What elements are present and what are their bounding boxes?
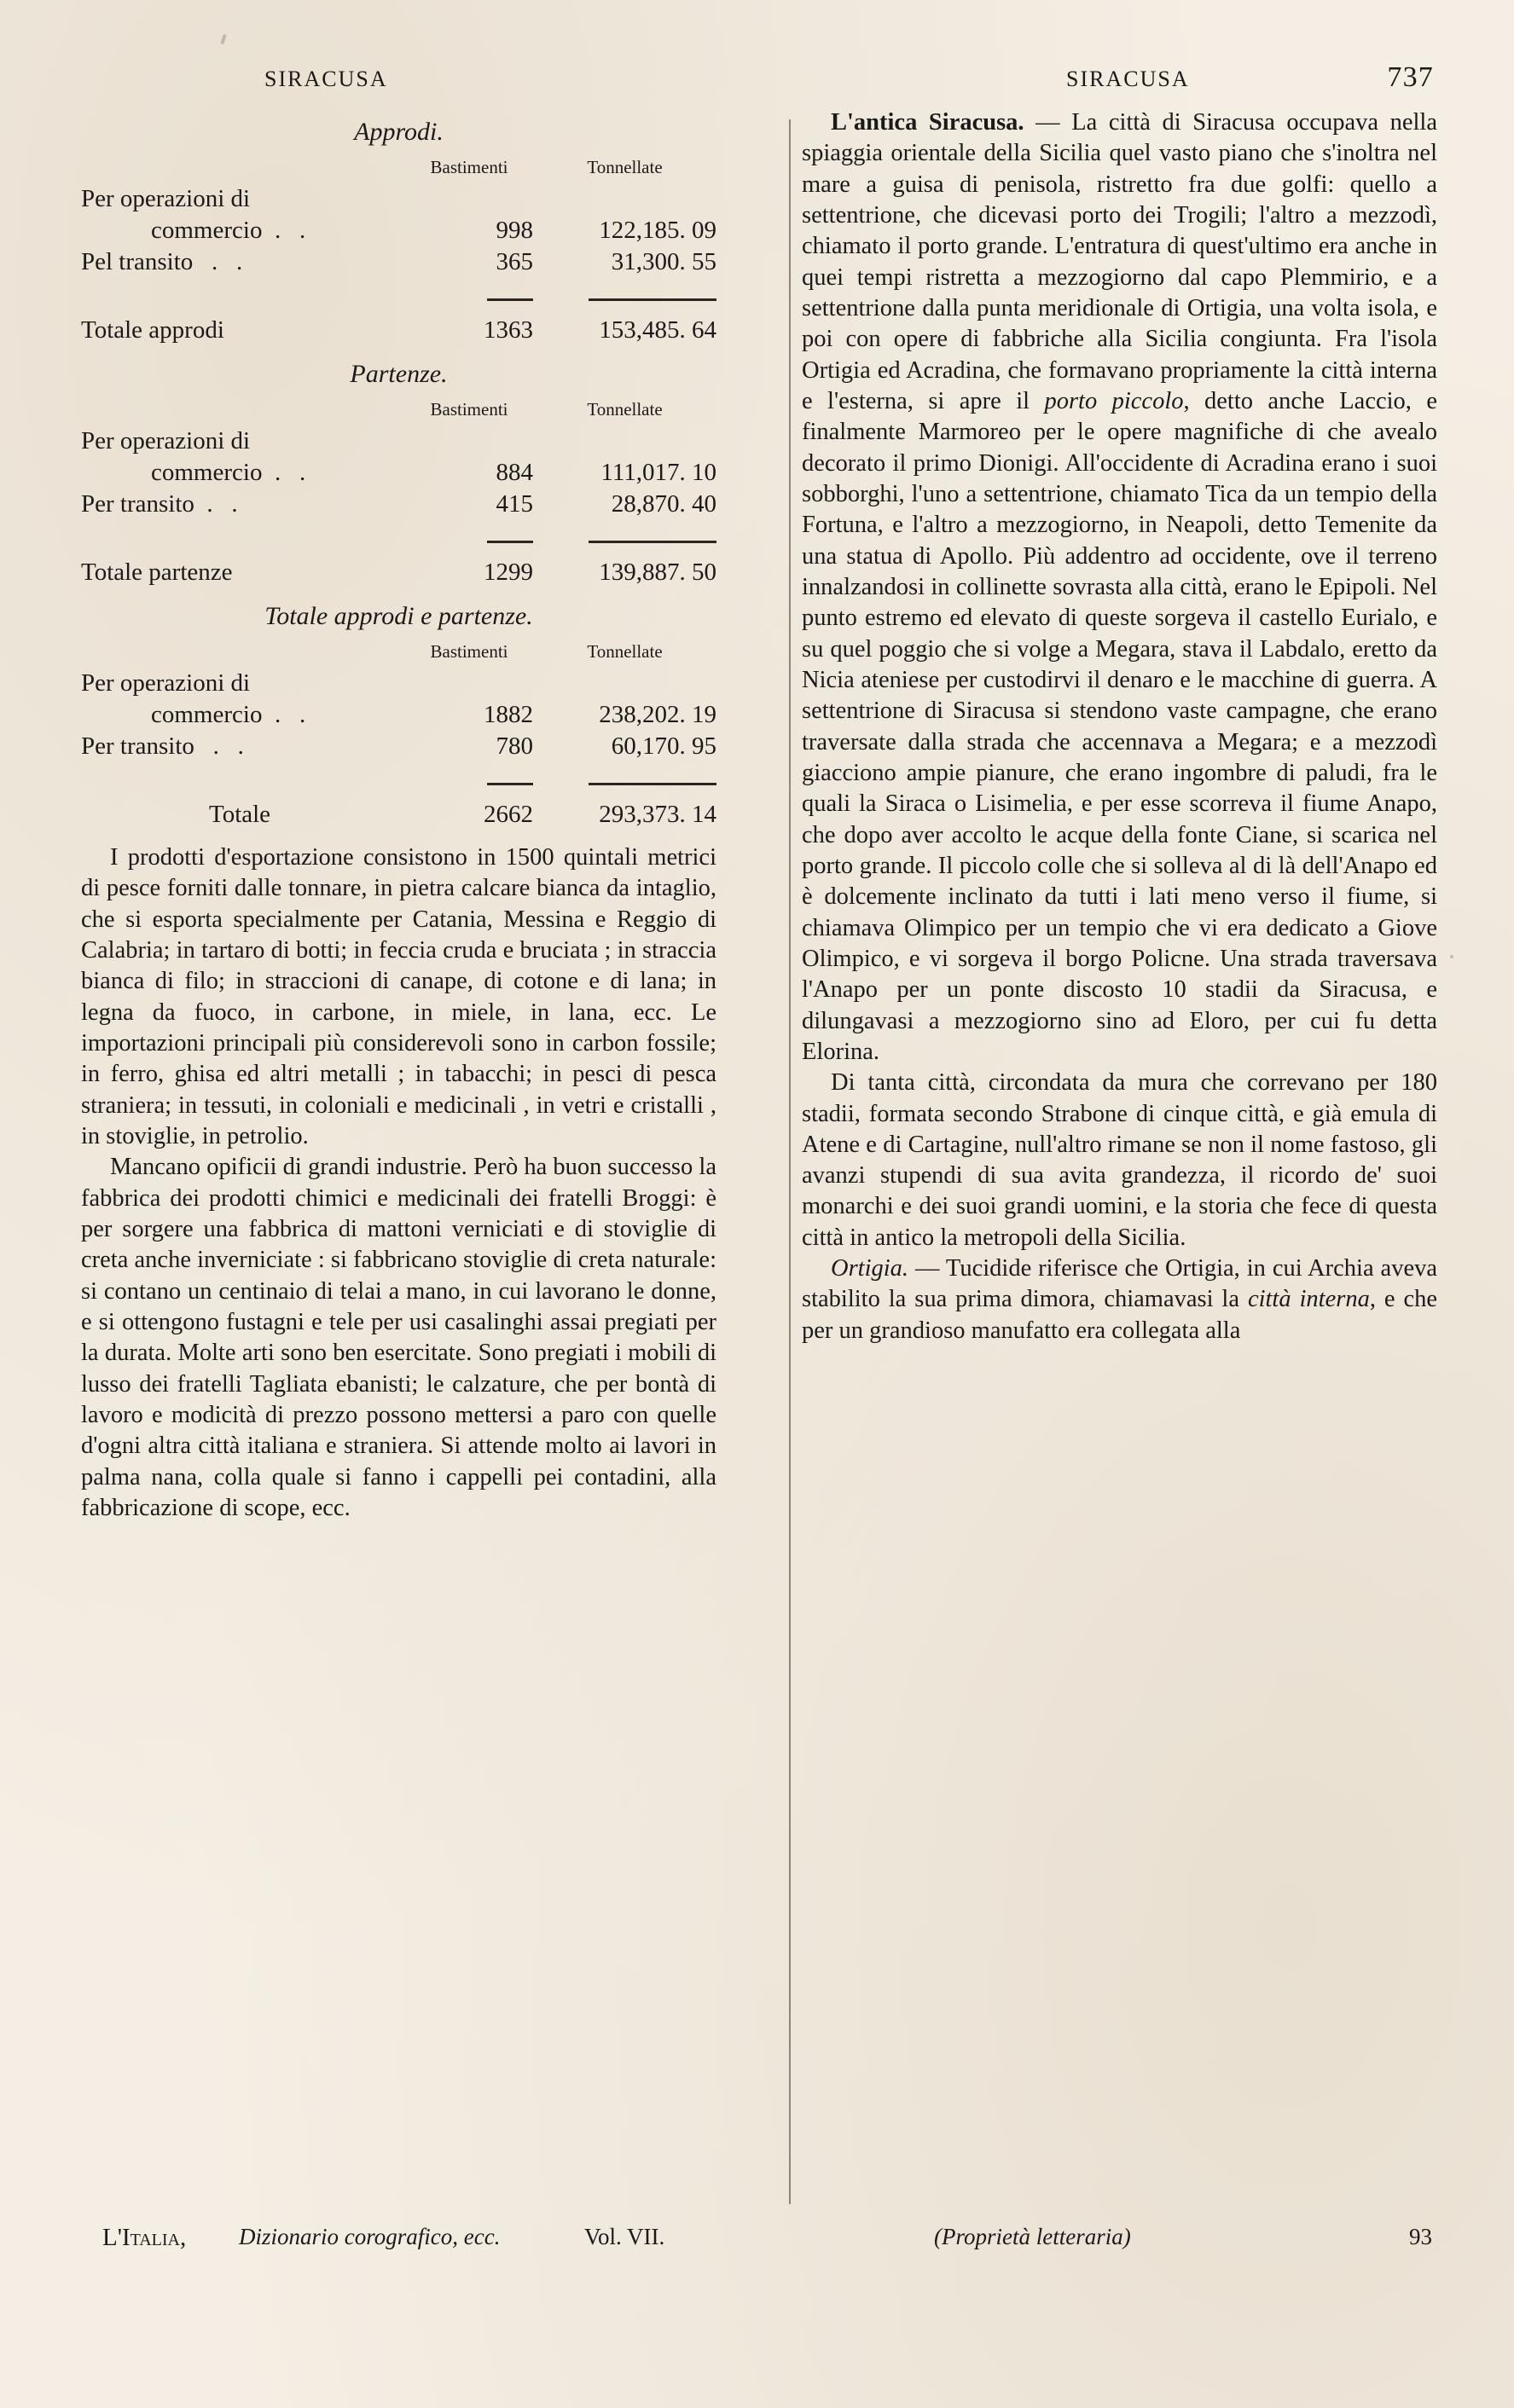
page-number: 737 [1387,61,1434,93]
table-approdi-header-row [81,155,716,183]
row-tonnellate: 111,017. 10 [600,459,716,486]
entry-italic-citta-interna: città interna [1247,1286,1370,1313]
row-tonnellate: 122,185. 09 [599,217,716,244]
heading-approdi: Approdi. [354,118,444,146]
table-row [81,425,716,457]
table-row [81,668,716,699]
left-column [81,67,716,1524]
row-tonnellate: 31,300. 55 [611,248,716,275]
total-bastimenti: 2662 [484,801,533,828]
total-tonnellate: 293,373. 14 [599,801,716,828]
total-label: Totale [209,801,271,828]
table-partenze-header-tonnellate: Tonnellate [587,399,663,420]
total-tonnellate: 139,887. 50 [599,559,716,586]
heading-partenze: Partenze. [350,360,448,388]
heading-totale-approdi-partenze: Totale approdi e partenze. [264,602,533,630]
table-row [81,215,716,246]
row-label: Pel transito . . [81,248,243,275]
table-row [81,246,716,278]
table-row [81,183,716,215]
row-label: Per operazioni di [81,185,251,212]
column-divider [789,119,791,2204]
right-column [802,61,1438,1346]
row-label: commercio . . [151,701,306,728]
running-head-right-text: SIRACUSA [1066,67,1190,91]
row-bastimenti: 884 [496,459,533,486]
row-bastimenti: 780 [496,732,533,760]
paragraph-di-tanta-citta: Di tanta città, circondata da mura che correvano per 180 stadii, formata secondo Strabone di cinque città, e già emula di Atene e di Cartagine, null'altro rimane se non il nome fastoso, gli avanzi stupendi di sua avita grandezza, il ricordo de' suoi monarchi e dei suoi grandi uomini, e la storia che fece di questa città in antico la metropoli della Sicilia. [802,1069,1437,1251]
table-rule-row [81,520,716,552]
row-tonnellate [533,425,716,457]
entry-antica-siracusa [802,107,1437,1068]
table-approdi-header-tonnellate: Tonnellate [587,157,663,177]
table-approdi-header-blank [81,155,405,183]
running-head-left [81,67,716,104]
table-totale-header-row [81,640,716,668]
entry-text-antica-siracusa-part1: — La città di Siracusa occupava nella spiaggia orientale della Sicilia quel vasto piano che s'inoltra nel mare a guisa di penisola, ristretto fra due golfi: quello a settentrione, che dicevasi porto dei Trogili; l'altro a mezzodì, chiamato il porto grande. L'entratura di quest'ultimo era anche in quei tempi ristretta a mezzogiorno dal capo Plemmirio, e a settentrione dalla punta meridionale di Ortigia, una volta isola, e poi con opere di fabbriche alla Sicilia congiunta. Fra l'isola Ortigia ed Acradina, che formavano propriamente la città interna e l'esterna, si apre il [802,109,1437,414]
footer-volume: Vol. VII. [584,2224,665,2249]
entry-text-ortigia-part1: — Tucidide riferisce che Ortigia, in cui Archia aveva stabilito la sua prima dimora, chiamavasi la [802,1255,1437,1313]
row-bastimenti [405,183,533,215]
total-tonnellate: 153,485. 64 [599,316,716,344]
footer-signature: 93 [1409,2224,1432,2249]
total-bastimenti: 1363 [484,316,533,344]
footer-rights: (Proprietà letteraria) [934,2224,1131,2249]
row-label: commercio . . [151,217,306,244]
table-approdi [81,155,716,346]
entry-lead-ortigia: Ortigia. [831,1255,909,1282]
running-head-left-text: SIRACUSA [264,67,388,91]
total-label: Totale approdi [81,316,224,344]
row-tonnellate: 28,870. 40 [611,490,716,518]
rule-long [589,298,716,301]
table-total-row [81,794,716,831]
paper-speck [220,34,227,45]
row-bastimenti: 365 [496,248,533,275]
footer-work-subtitle: Dizionario corografico, ecc. [239,2224,501,2249]
table-totale-header-tonnellate: Tonnellate [587,641,663,662]
footer-work-title: L'Italia, [102,2224,187,2251]
row-label: Per operazioni di [81,427,251,454]
table-row [81,731,716,762]
entry-text-ortigia-part2: , e che per un grandioso manufatto era collegata alla [802,1286,1438,1344]
table-partenze-header-bastimenti: Bastimenti [430,399,508,420]
table-rule-row [81,762,716,794]
row-label: Per operazioni di [81,669,251,697]
table-row [81,457,716,489]
row-bastimenti [405,425,533,457]
row-tonnellate: 238,202. 19 [599,701,716,728]
rule-short [487,783,533,785]
entry-lead-antica-siracusa: L'antica Siracusa. [831,109,1024,136]
table-totale [81,640,716,831]
row-tonnellate [533,668,716,699]
row-bastimenti: 415 [496,490,533,518]
table-rule-row [81,278,716,310]
row-bastimenti: 1882 [484,701,533,728]
row-tonnellate: 60,170. 95 [611,732,716,760]
page-content [81,61,1438,2309]
row-tonnellate [533,183,716,215]
table-partenze [81,397,716,588]
row-bastimenti: 998 [496,217,533,244]
total-bastimenti: 1299 [484,559,533,586]
table-approdi-header-bastimenti: Bastimenti [430,157,508,177]
entry-text-antica-siracusa-part2: , detto anche Laccio, e finalmente Marmoreo per le opere magnifiche di che avealo decorato il primo Dionigi. All'occidente di Acradina erano i suoi sobborghi, l'uno a settentrione, chiamato Tica da un tempio della Fortuna, e l'altro a mezzogiorno, in Neapoli, detto Temenite da una statua di Apollo. Più addentro ad occidente, ove il terreno innalzandosi in collinette sovrasta alla città, erano le Epipoli. Nel punto estremo ed elevato di queste sorgeva il castello Eurialo, e su quel poggio che si volge a Megara, stava il Labdalo, eretto da Nicia ateniese per custodirvi il denaro e le macchine di guerra. A settentrione di Siracusa si stendono vaste campagne, che erano traversate dalla strada che accennava a Megara; e a mezzodì giacciono ampie pianure, che erano ingombre di paludi, fra le quali la Siraca o Lisimelia, e per esse scorreva il fiume Anapo, che dopo aver accolto le acque della fonte Ciane, si scarica nel porto grande. Il piccolo colle che si solleva al di là dell'Anapo ed è dolcemente inclinato da tutti i lati meno verso il fiume, si chiamava Olimpico per un tempio che vi era dedicato a Giove Olimpico, e vi sorgeva il borgo Policne. Una strada traversava l'Anapo per un ponte discosto 10 stadii da Siracusa, e dilungavasi a mezzogiorno sino ad Eloro, per cui fu detta Elorina. [802,387,1437,1065]
rule-short [487,541,533,543]
table-total-row [81,310,716,346]
entry-italic-porto-piccolo: porto piccolo [1044,387,1184,414]
table-partenze-header-row [81,397,716,425]
table-totale-header-bastimenti: Bastimenti [430,641,508,662]
rule-long [589,783,716,785]
table-row [81,489,716,520]
rule-short [487,298,533,301]
total-label: Totale partenze [81,559,233,586]
table-row [81,699,716,731]
row-bastimenti [405,668,533,699]
entry-ortigia [802,1253,1437,1346]
paper-speck [1450,955,1453,958]
row-label: commercio . . [151,459,306,486]
row-label: Per transito . . [81,490,238,518]
rule-long [589,541,716,543]
paragraph-industries: Mancano opificii di grandi industrie. Però ha buon successo la fabbrica dei prodotti chimici e medicinali dei fratelli Broggi: è per sorgere una fabbrica di mattoni verniciati e di stoviglie di creta anche inverniciate : si fabbricano stoviglie di creta naturale: si contano un centinaio di telai a mano, in cui lavorano le donne, e si ottengono fustagni e tele per usi casalinghi assai pregiati per la durata. Molte arti sono ben esercitate. Sono pregiati i mobili di lusso dei fratelli Tagliata ebanisti; le calzature, che per bontà di lavoro e modicità di prezzo possono mettersi a paro con quelle d'ogni altra città italiana e straniera. Si attende molto ai lavori in palma nana, colla quale si fanno i cappelli pei contadini, alla fabbricazione di scope, ecc. [81,1154,716,1521]
row-label: Per transito . . [81,732,244,760]
table-total-row [81,552,716,588]
running-head-right [802,61,1437,104]
paragraph-exports: I prodotti d'esportazione consistono in 1500 quintali metrici di pesce forniti dalle tonnare, in pietra calcare bianca da intaglio, che si esporta specialmente per Catania, Messina e Reggio di Calabria; in tartaro di botti; in feccia cruda e bruciata ; in straccia bianca di filo; in straccioni di canape, di cotone e di lana; in legna da fuoco, in carbone, in miele, in lana, ecc. Le importazioni principali più considerevoli sono in carbon fossile; in ferro, ghisa ed altri metalli ; in tabacchi; in pesci di pesca straniera; in tessuti, in coloniali e medicinali , in vetri e cristalli , in stoviglie, in petrolio. [81,844,716,1149]
